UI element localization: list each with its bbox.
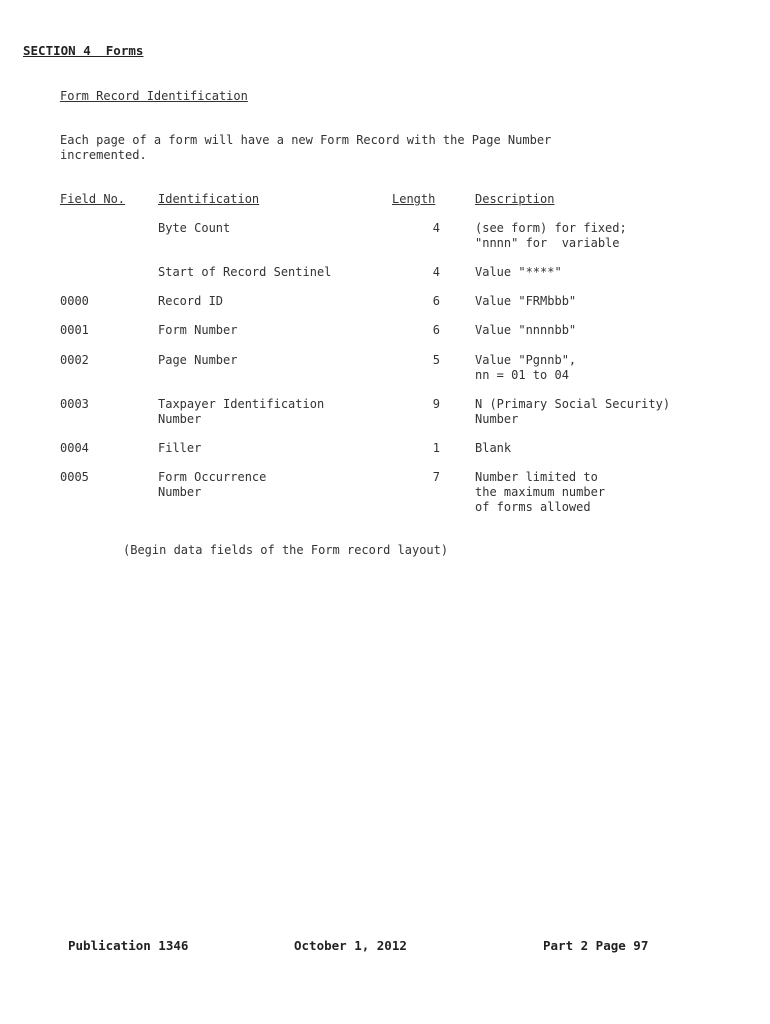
row-length: 4 [432, 221, 440, 235]
header-identification: Identification [158, 192, 260, 206]
intro-paragraph: Each page of a form will have a new Form Record with the Page Number incremented. [60, 133, 552, 162]
row-field-no: 0002 [60, 353, 89, 367]
row-length: 6 [432, 323, 440, 337]
row-description: (see form) for fixed; "nnnn" for variable [475, 221, 627, 250]
row-identification: Form Occurrence Number [158, 470, 267, 499]
row-field-no: 0003 [60, 397, 89, 411]
header-description: Description [475, 192, 555, 206]
row-identification: Filler [158, 441, 202, 455]
row-identification: Byte Count [158, 221, 231, 235]
row-length: 5 [432, 353, 440, 367]
layout-note: (Begin data fields of the Form record layout) [123, 543, 449, 557]
row-description: Value "****" [475, 265, 562, 279]
row-description: Blank [475, 441, 512, 455]
row-identification: Page Number [158, 353, 238, 367]
footer-page-number: Part 2 Page 97 [543, 938, 649, 953]
row-field-no: 0004 [60, 441, 89, 455]
row-field-no: 0001 [60, 323, 89, 337]
header-length: Length [392, 192, 436, 206]
row-length: 6 [432, 294, 440, 308]
row-length: 9 [432, 397, 440, 411]
row-description: Value "FRMbbb" [475, 294, 577, 308]
row-description: Value "nnnnbb" [475, 323, 577, 337]
row-description: Value "Pgnnb", nn = 01 to 04 [475, 353, 577, 382]
row-length: 7 [432, 470, 440, 484]
section-title: SECTION 4 Forms [23, 43, 144, 58]
row-field-no: 0005 [60, 470, 89, 484]
row-description: Number limited to the maximum number of forms allowed [475, 470, 606, 514]
footer-date: October 1, 2012 [294, 938, 407, 953]
row-length: 1 [432, 441, 440, 455]
row-identification: Record ID [158, 294, 224, 308]
row-identification: Taxpayer Identification Number [158, 397, 325, 426]
row-identification: Form Number [158, 323, 238, 337]
footer-publication: Publication 1346 [68, 938, 189, 953]
subsection-title: Form Record Identification [60, 89, 248, 103]
row-length: 4 [432, 265, 440, 279]
row-field-no: 0000 [60, 294, 89, 308]
row-identification: Start of Record Sentinel [158, 265, 332, 279]
header-field-no: Field No. [60, 192, 126, 206]
row-description: N (Primary Social Security) Number [475, 397, 671, 426]
